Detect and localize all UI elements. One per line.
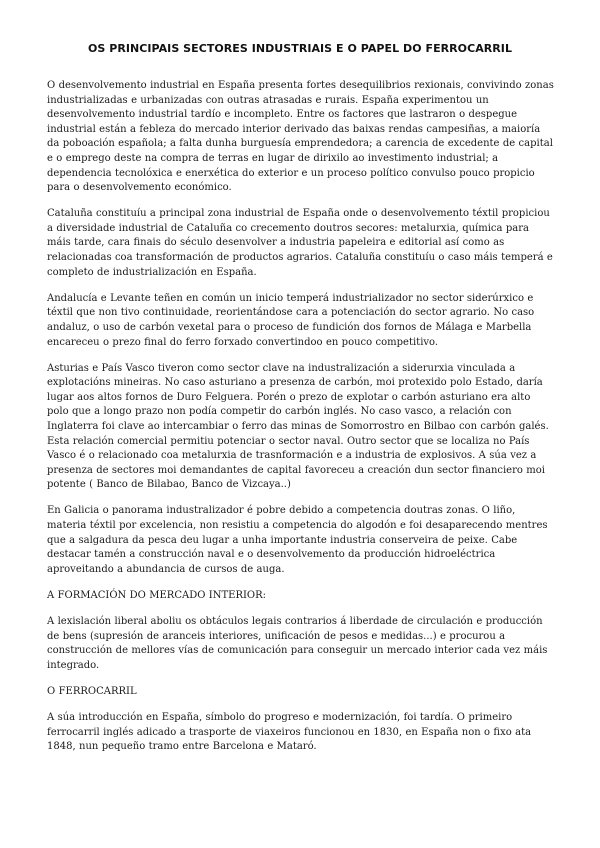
paragraph-mercado: A lexislación liberal aboliu os obtáculos legais contrarios á liberdade de circulación e producción de bens (supresión de aranceis interiores, unificación de pesos e medidas...) e procurou a construcción de mellores vías de comunicación para conseguir un mercado interior cada vez máis integrado. [47,616,548,671]
paragraph-galicia: En Galicia o panorama industralizador é pobre debido a competencia doutras zonas. O liño, materia téxtil por excelencia, non resistiu a competencia do algodón e foi desaparecendo mentres que a salgadura da pesca deu lugar a unha importante industria conserveira de peixe. Cabe destacar tamén a construcción naval e o desenvolvemento da producción hidroeléctrica aproveitando a abundancia de cursos de auga. [47,505,548,575]
document-title: OS PRINCIPAIS SECTORES INDUSTRIAIS E O PAPEL DO FERROCARRIL [87,42,513,55]
section-heading-mercado: A FORMACIÓN DO MERCADO INTERIOR: [47,589,267,601]
section-heading-ferrocarril: O FERROCARRIL [47,685,137,697]
paragraph-industrial-development: O desenvolvemento industrial en España presenta fortes desequilibrios rexionais, convivindo zonas industrializadas e urbanizadas con outras atrasadas e rurais. España experimentou un desenvolvemento industrial tardío e incompleto. Entre os factores que lastraron o despegue industrial están a febleza do mercado interior derivado das baixas rendas campesiñas, a maioría da poboación española; a falta dunha burguesía emprendedora; a carencia de excedente de capital e o emprego deste na compra de terras en lugar de dirixilo ao investimento industrial; a dependencia tecnolóxica e enerxética do exterior e un proceso político convulso pouco propicio para o desenvolvemento económico. [47,80,554,194]
paragraph-andalucia-levante: Andalucía e Levante teñen en común un inicio temperá industrializador no sector siderúrxico e téxtil que non tivo continuidade, reorientándose cara a potenciación do sector agrario. No caso andaluz, o uso de carbón vexetal para o proceso de fundición dos fornos de Málaga e Marbella encareceu o prezo final do ferro forxado convertindoo en pouco competitivo. [47,292,535,348]
document-body [47,79,555,766]
paragraph-ferrocarril: A súa introducción en España, símbolo do progreso e modernización, foi tardía. O primeiro ferrocarril inglés adicado a trasporte de viaxeiros funcionou en 1830, en España non o fixo ata 1848, nun pequeño tramo entre Barcelona e Mataró. [47,711,532,753]
paragraph-asturias-pais-vasco: Asturias e País Vasco tiveron como sector clave na industralización a siderurxia vinculada a explotacións mineiras. No caso asturiano a presenza de carbón, moi protexido polo Estado, daría lugar aos altos fornos de Duro Felguera. Porén o prezo de explotar o carbón asturiano era alto polo que a longo prazo non podía competir do carbón inglés. No caso vasco, a relación con Inglaterra foi clave ao intercambiar o ferro das minas de Somorrostro en Bilbao con carbón galés. Esta relación comercial permitiu potenciar o sector naval. Outro sector que se localiza no País Vasco é o relacionado coa metalurxia de trasnformación e a industria de explosivos. A súa vez a presenza de sectores moi demandantes de capital favoreceu a creación dun sector financiero moi potente ( Banco de Bilabao, Banco de Vizcaya..) [47,362,549,491]
paragraph-cataluna: Cataluña constituíu a principal zona industrial de España onde o desenvolvemento téxtil propiciou a diversidade industrial de Cataluña co crecemento doutros secores: metalurxia, química para máis tarde, cara finais do século desenvolver a industria papeleira e editorial así como as relacionadas coa transformación de productos agrarios. Cataluña constituíu o caso máis temperá e completo de industrialización en España. [47,208,553,278]
